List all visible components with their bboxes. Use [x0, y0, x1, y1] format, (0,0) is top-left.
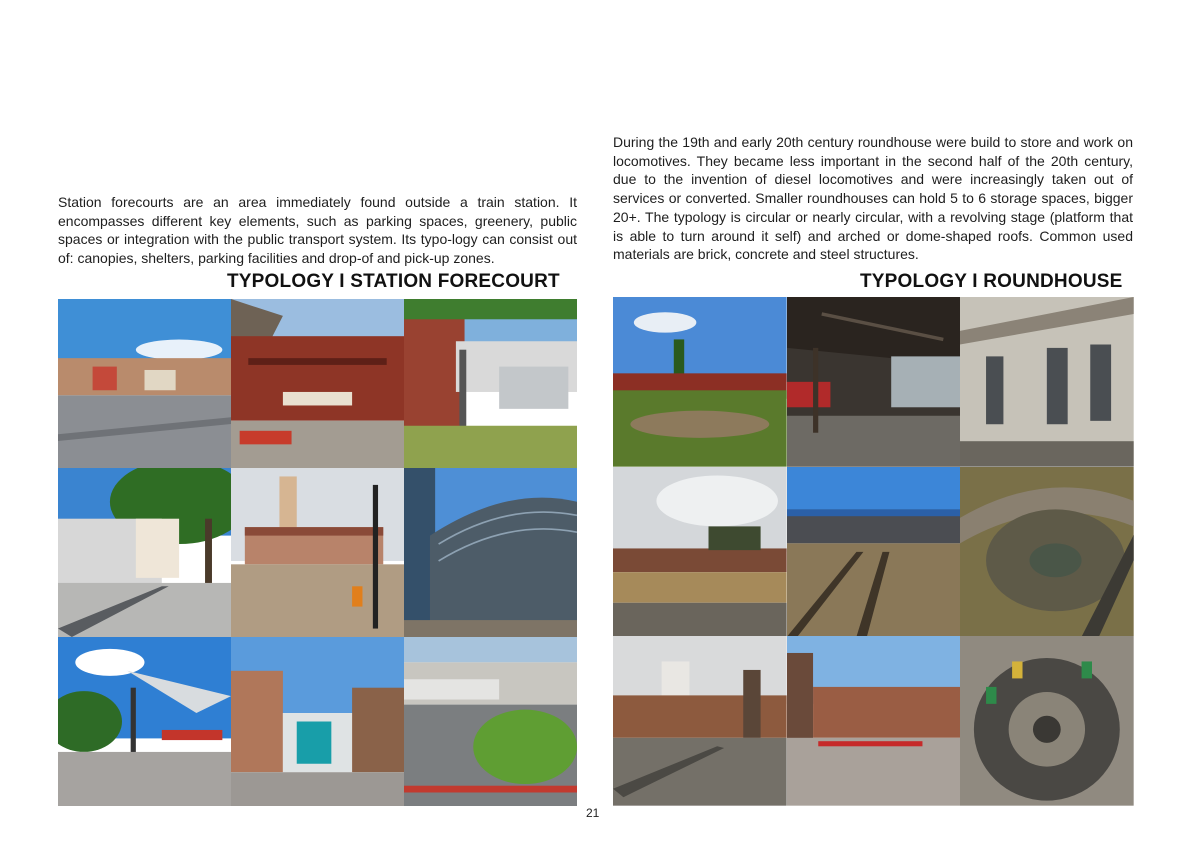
photo-glass-hall-station [404, 468, 577, 637]
photo-clock-tower-station [231, 468, 404, 637]
roundhouse-photo-grid [613, 297, 1134, 806]
right-heading: TYPOLOGY I ROUNDHOUSE [860, 271, 1123, 292]
photo-forecourt-aerial-park [404, 637, 577, 806]
photo-forecourt-square [58, 299, 231, 468]
photo-roundhouse-facade-windows [960, 297, 1134, 467]
page-number: 21 [586, 806, 600, 820]
photo-forecourt-tree-plaza [58, 468, 231, 637]
photo-roundhouse-exterior-cloudy [613, 467, 787, 637]
forecourt-photo-grid [58, 299, 577, 806]
photo-roundhouse-aerial-ruin [960, 467, 1134, 637]
photo-forecourt-sail-canopy [58, 637, 231, 806]
photo-forecourt-street-parking [231, 637, 404, 806]
right-paragraph: During the 19th and early 20th century roundhouse were build to store and work on locomotives. They became less important in the second half of the 20th century, due to the invention of diesel locomotives and were increasingly taken out of services or converted. Smaller roundhouses can hold 5 to 6 storage spaces, bigger 20+. The typology is circular or nearly circular, with a revolving stage (platform that is able to turn around it self) and arched or dome-shaped roofs. Common used materials are brick, concrete and steel structures. [613, 134, 1133, 263]
left-heading: TYPOLOGY I STATION FORECOURT [227, 271, 560, 292]
photo-derelict-roundhouse-tracks [787, 467, 961, 637]
photo-roundhouse-interior-roof [787, 297, 961, 467]
photo-roundhouse-water-tower [613, 636, 787, 806]
left-paragraph: Station forecourts are an area immediately found outside a train station. It encompasses different key elements, such as parking spaces, greenery, public spaces or integration with the public transport system. Its typo-logy can consist out of: canopies, shelters, parking facilities and drop-of and pick-up zones. [58, 194, 577, 267]
photo-roundhouse-yard-gate [787, 636, 961, 806]
photo-brick-station-terrace [231, 299, 404, 468]
photo-overgrown-turntable [613, 297, 787, 467]
photo-brick-station-canopy [404, 299, 577, 468]
photo-roundhouse-aerial-circle [960, 636, 1134, 806]
